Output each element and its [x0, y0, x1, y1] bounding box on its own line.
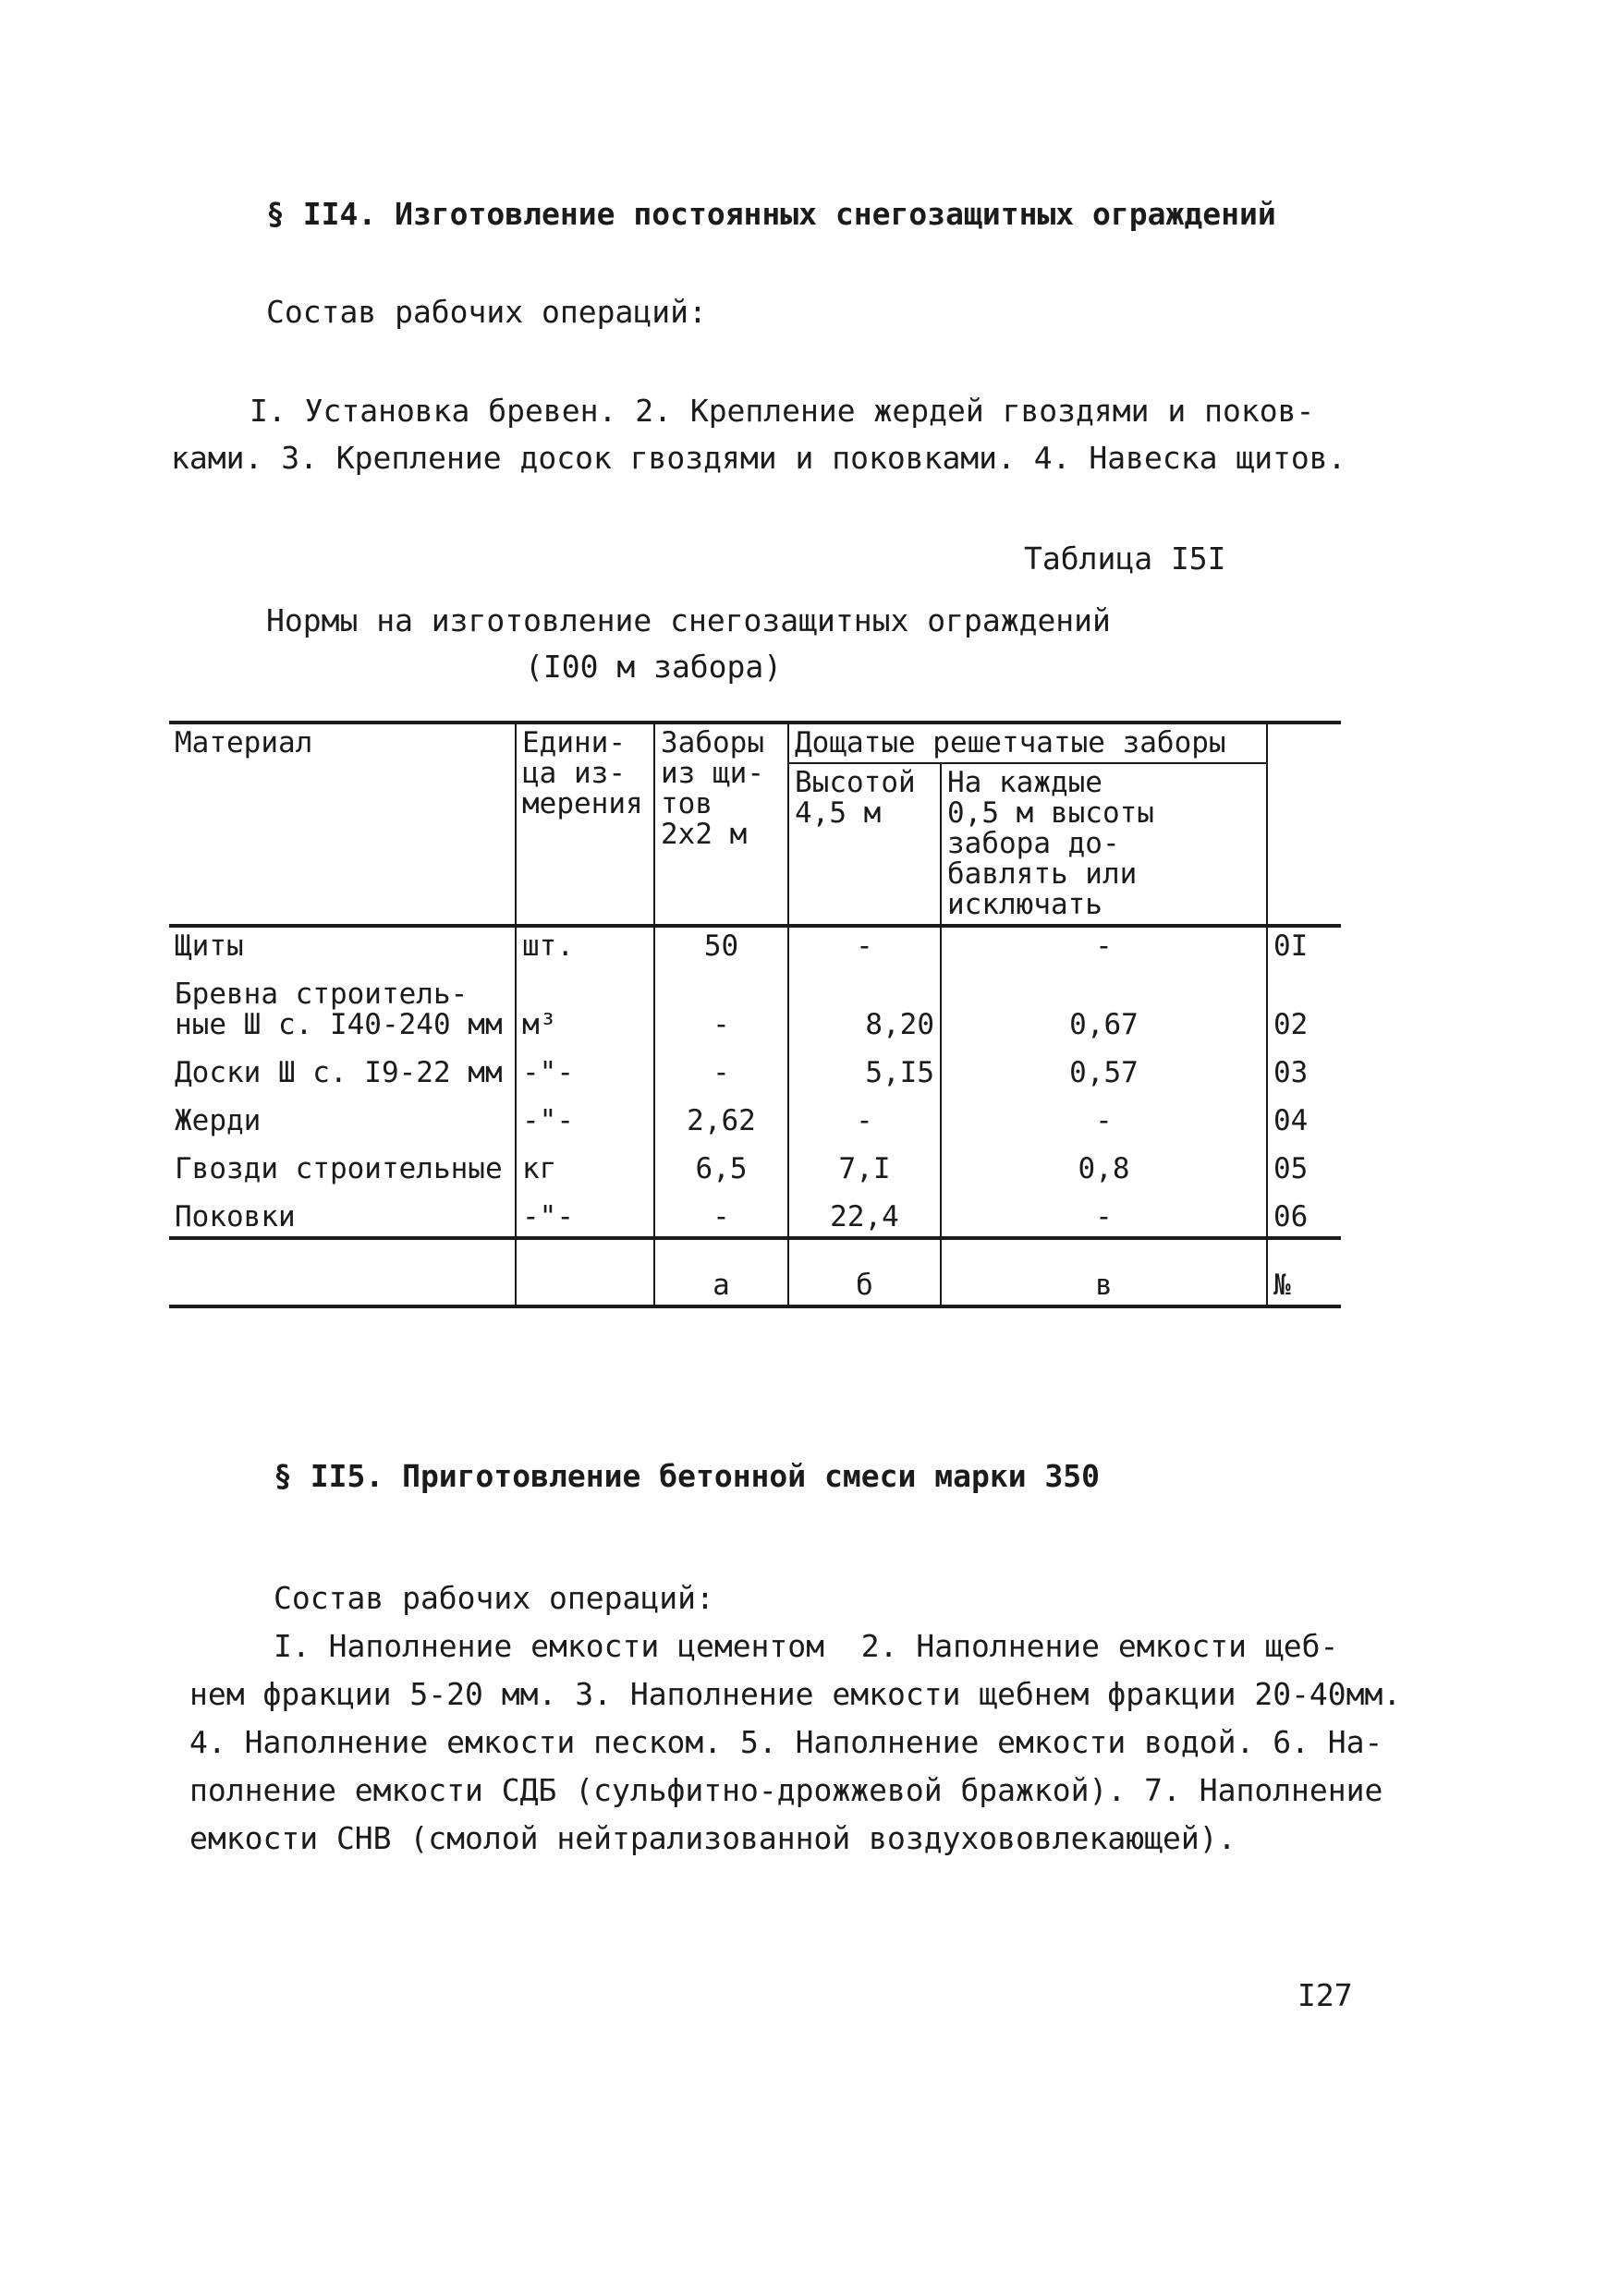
row-shields-value: 6,5 [654, 1140, 788, 1188]
row-number: 0I [1267, 926, 1341, 976]
row-material: Гвозди строительные [169, 1140, 516, 1188]
section-115-ops-heading: Состав рабочих операций: [274, 1580, 714, 1616]
section-115-line-4: полнение емкости СДБ (сульфитно-дрожжевой бражкой). 7. Наполнение [189, 1772, 1383, 1808]
row-each-value: - [941, 1188, 1267, 1238]
page-number: I27 [1297, 1977, 1353, 2013]
row-material: Щиты [169, 926, 516, 976]
row-shields-value: - [654, 1044, 788, 1092]
table-row [169, 976, 1341, 1044]
header-material: Материал [169, 723, 516, 926]
row-shields-value: - [654, 976, 788, 1044]
row-unit: -"- [516, 1044, 654, 1092]
row-material: Бревна строитель- ные Ш с. I40-240 мм [169, 976, 516, 1044]
row-each-value: - [941, 1092, 1267, 1140]
row-unit: -"- [516, 1188, 654, 1238]
footer-col-v: в [941, 1238, 1267, 1306]
row-height-value: 7,I [788, 1140, 941, 1188]
table-caption-line-1: Нормы на изготовление снегозащитных ограждений [266, 602, 1111, 638]
row-height-value: - [788, 1092, 941, 1140]
row-each-value: 0,67 [941, 976, 1267, 1044]
row-height-value: 22,4 [788, 1188, 941, 1238]
row-number: 02 [1273, 1008, 1309, 1041]
header-height: Высотой 4,5 м [788, 763, 941, 926]
row-shields-value: 2,62 [654, 1092, 788, 1140]
footer-col-a: а [654, 1238, 788, 1306]
row-height-value: 8,20 [788, 976, 941, 1044]
norms-table [169, 721, 1341, 1308]
row-each-value: 0,8 [941, 1140, 1267, 1188]
table-row [169, 1044, 1341, 1092]
header-each-half-meter: На каждые 0,5 м высоты забора до- бавлять или исключать [941, 763, 1267, 926]
section-115-line-2: нем фракции 5-20 мм. 3. Наполнение емкости щебнем фракции 20-40мм. [189, 1676, 1402, 1712]
row-material: Поковки [169, 1188, 516, 1238]
section-115-title: § II5. Приготовление бетонной смеси марки 350 [274, 1458, 1101, 1494]
row-number: 03 [1273, 1056, 1309, 1089]
row-material: Жерди [169, 1092, 516, 1140]
footer-col-b: б [788, 1238, 941, 1306]
row-each-value: - [941, 926, 1267, 976]
table-row [169, 926, 1341, 976]
section-114-ops-line-1: I. Установка бревен. 2. Крепление жердей гвоздями и поков- [250, 393, 1315, 429]
section-115-line-5: емкости СНВ (смолой нейтрализованной воздухововлекающей). [189, 1820, 1236, 1856]
row-unit: -"- [516, 1092, 654, 1140]
row-height-value: 5,I5 [788, 1044, 941, 1092]
row-material: Доски Ш с. I9-22 мм [169, 1044, 516, 1092]
table-row [169, 1092, 1341, 1140]
section-114-ops-heading: Состав рабочих операций: [266, 294, 707, 330]
table-caption-line-2: (I00 м забора) [525, 649, 783, 685]
table-row [169, 1188, 1341, 1238]
table-row [169, 1140, 1341, 1188]
row-height-value: - [788, 926, 941, 976]
header-unit: Едини- ца из- мерения [516, 723, 654, 926]
table-number: Таблица I5I [1024, 541, 1226, 577]
row-unit: кг [516, 1140, 654, 1188]
table-footer-row [169, 1238, 1341, 1306]
section-115-line-3: 4. Наполнение емкости песком. 5. Наполнение емкости водой. 6. На- [189, 1724, 1383, 1760]
row-each-value: 0,57 [941, 1044, 1267, 1092]
row-number: 04 [1273, 1104, 1309, 1137]
row-number: 05 [1273, 1152, 1309, 1185]
footer-blank-unit [516, 1238, 654, 1306]
row-shields-value: - [654, 1188, 788, 1238]
row-unit: шт. [516, 926, 654, 976]
footer-col-number: № [1267, 1238, 1341, 1306]
row-number: 06 [1273, 1200, 1309, 1233]
row-shields-value: 50 [654, 926, 788, 976]
section-114-title: § II4. Изготовление постоянных снегозащитных ограждений [266, 196, 1276, 232]
header-boarded-fences: Дощатые решетчатые заборы [788, 723, 1267, 763]
header-number-blank [1267, 723, 1341, 926]
section-114-ops-line-2: ками. 3. Крепление досок гвоздями и поковками. 4. Навеска щитов. [171, 440, 1346, 476]
section-115-line-1: I. Наполнение емкости цементом 2. Наполнение емкости щеб- [274, 1628, 1339, 1664]
footer-blank [169, 1238, 516, 1306]
row-unit: м³ [516, 976, 654, 1044]
header-shield-fences: Заборы из щи- тов 2х2 м [654, 723, 788, 926]
